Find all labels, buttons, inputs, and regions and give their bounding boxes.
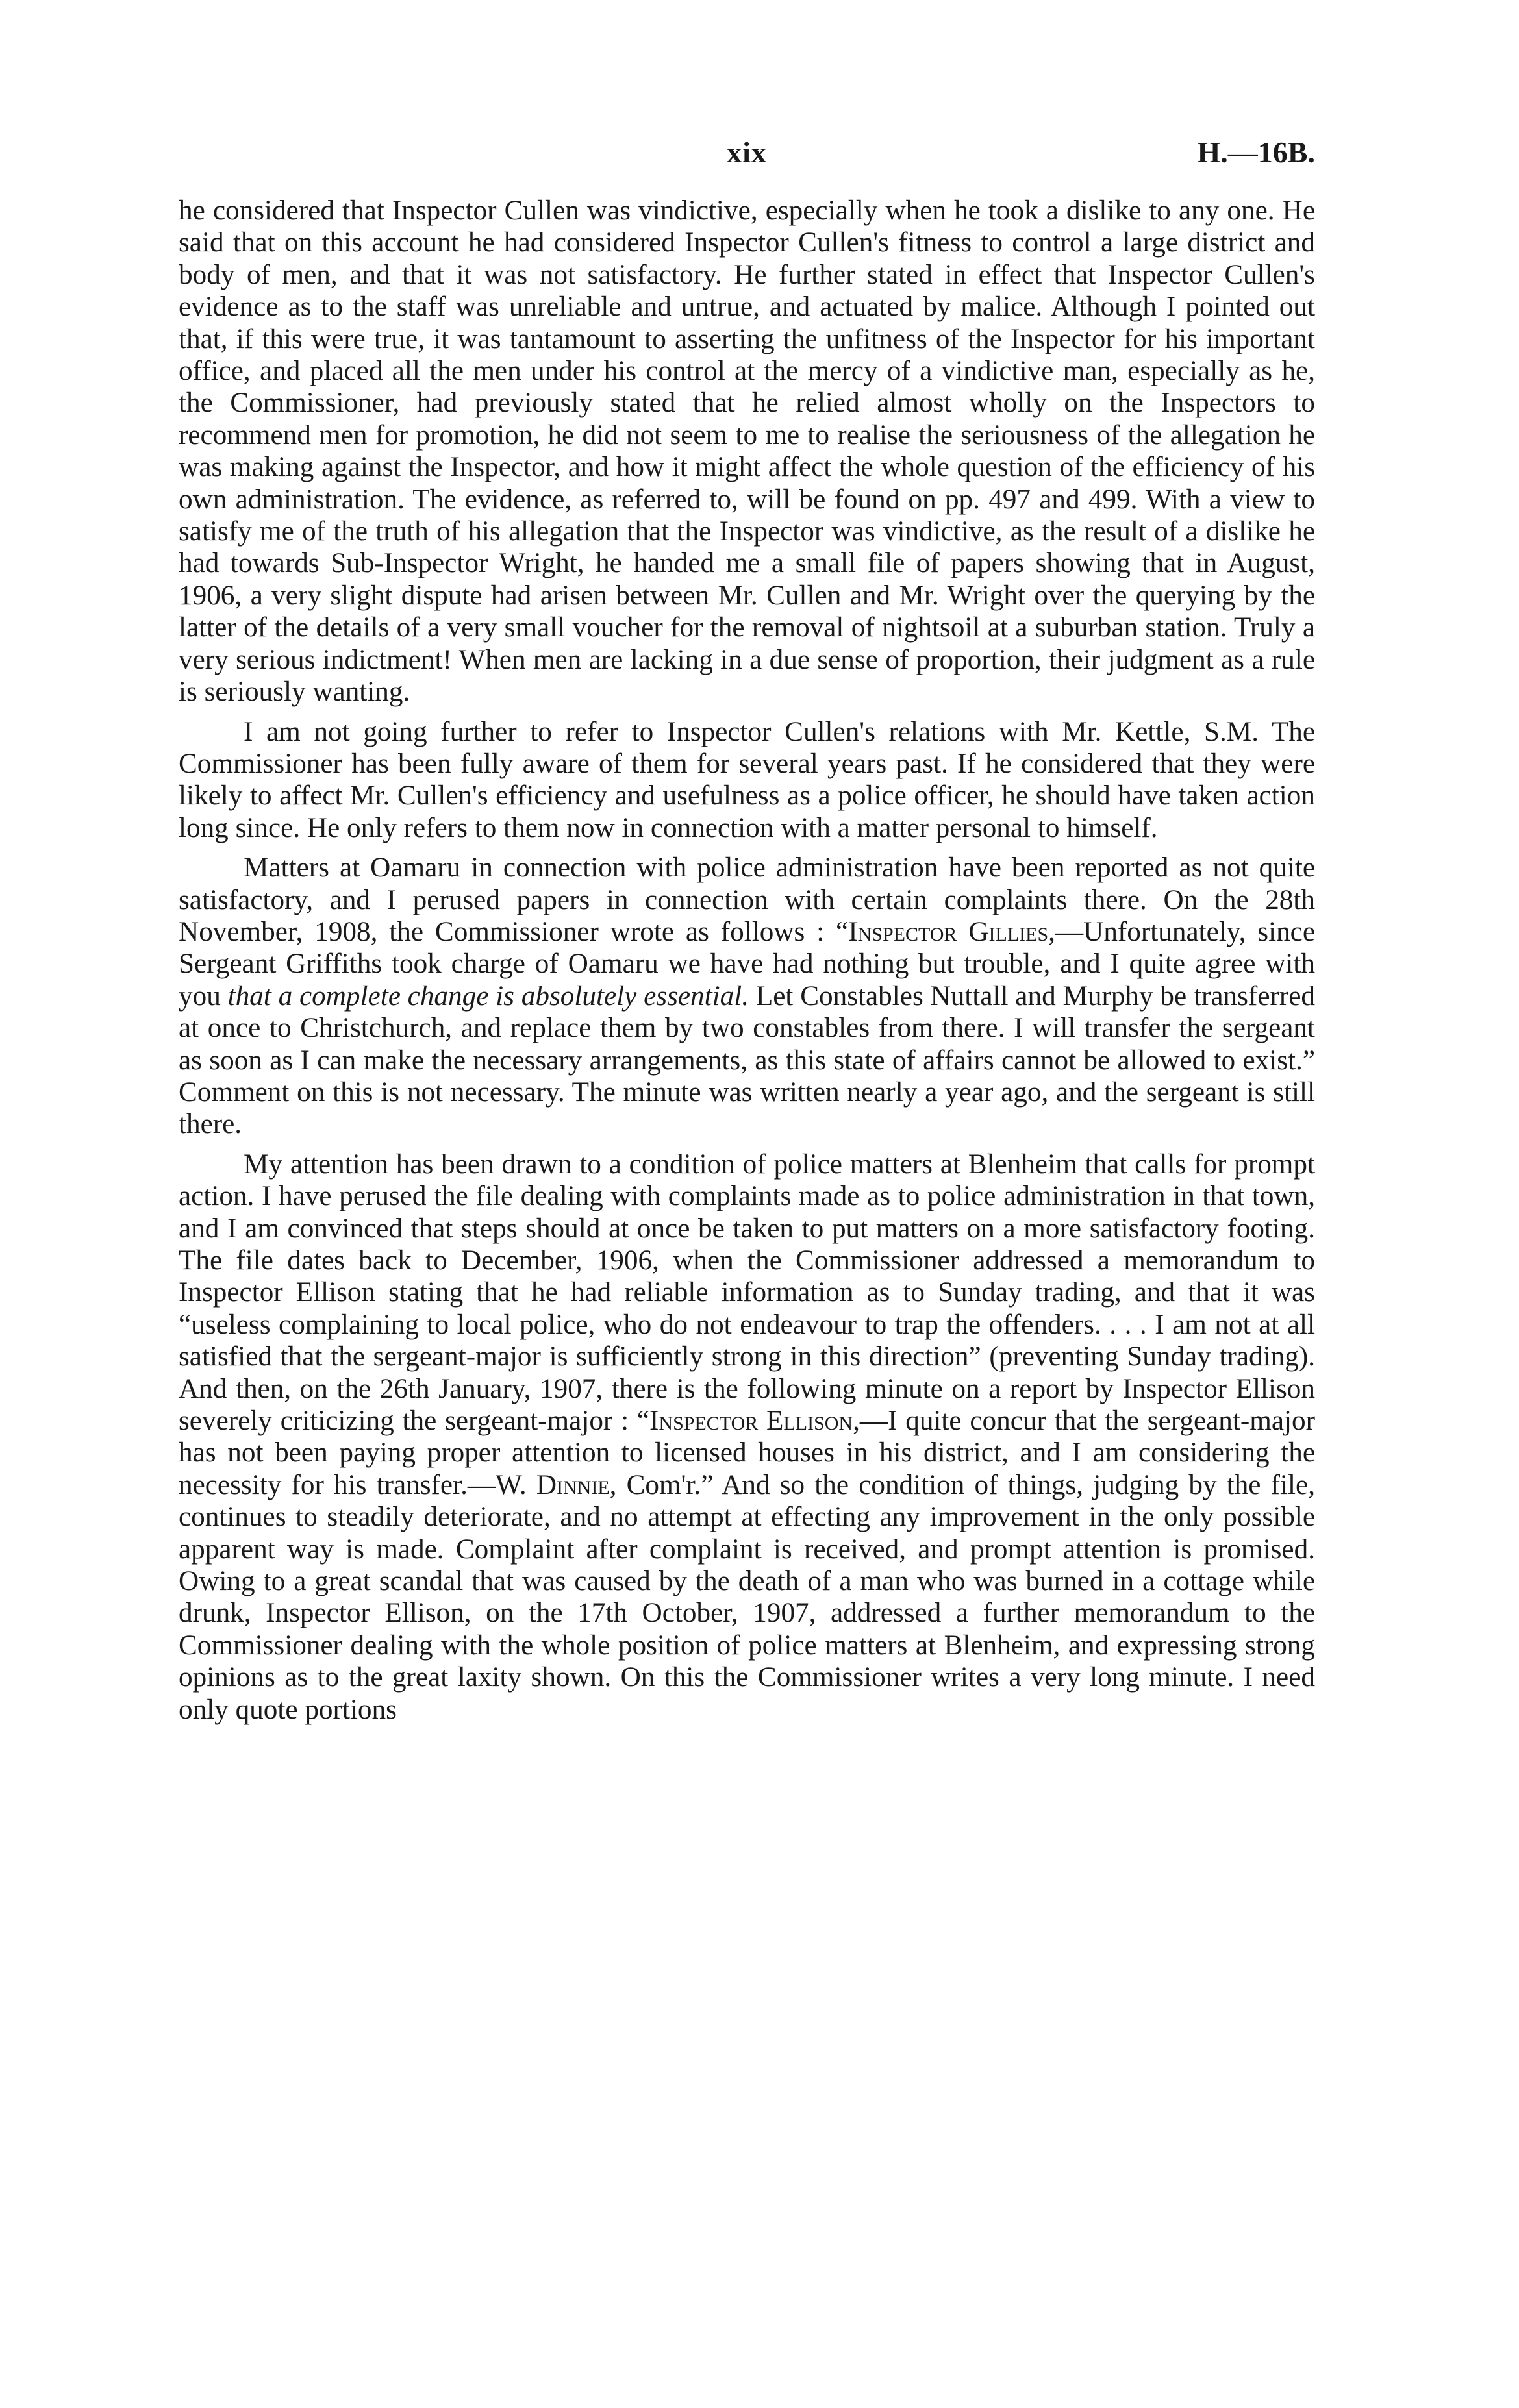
paragraph-3 — [179, 852, 1315, 1141]
paragraph-4-text-a: My attention has been drawn to a condition of police matters at Blenheim that calls for prompt action. I have perused the file dealing with complaints made as to police administration in that town, and I am convinced that steps should at once be taken to put matters on a more satisfactory footing. The file dates back to December, 1906, when the Commissioner addressed a memorandum to Inspector Ellison stating that he had reliable information as to Sunday trading, and that it was “useless complaining to local police, who do not endeavour to trap the offenders. . . . I am not at all satisfied that the sergeant-major is sufficiently strong in this direction” (preventing Sunday trading). And then, on the 26th January, 1907, there is the following minute on a report by Inspector Ellison severely criticizing the sergeant-major : “ — [179, 1148, 1315, 1437]
paragraph-4-text-b: ,—I quite concur that the sergeant-major has not been paying proper attention to licensed houses in his district, and I am considering the necessity for his transfer.—W. — [179, 1406, 1315, 1500]
paragraph-2 — [179, 716, 1315, 845]
paragraph-1-text: he considered that Inspector Cullen was vindictive, especially when he took a dislike to any one. He said that on this account he had considered Inspector Cullen's fitness to control a large district and body of men, and that it was not satisfactory. He further stated in effect that Inspector Cullen's evidence as to the staff was unreliable and untrue, and actuated by malice. Although I pointed out that, if this were true, it was tantamount to asserting the unfitness of the Inspector for his important office, and placed all the men under his control at the mercy of a vindictive man, especially as he, the Commissioner, had previously stated that he relied almost wholly on the Inspectors to recommend men for promotion, he did not seem to me to realise the seriousness of the allegation he was making against the Inspector, and how it might affect the whole question of the efficiency of his own administration. The evidence, as referred to, will be found on pp. 497 and 499. With a view to satisfy me of the truth of his allegation that the Inspector was vindictive, as the result of a dislike he had towards Sub-Inspector Wright, he handed me a small file of papers showing that in August, 1906, a very slight dispute had arisen between Mr. Cullen and Mr. Wright over the querying by the latter of the details of a very small voucher for the removal of nightsoil at a suburban station. Truly a very serious indictment! When men are lacking in a due sense of proportion, their judgment as a rule is seriously wanting. — [179, 195, 1315, 708]
paragraph-2-text: I am not going further to refer to Inspector Cullen's relations with Mr. Kettle, S.M. The Commissioner has been fully aware of them for several years past. If he considered that they were likely to affect Mr. Cullen's efficiency and usefulness as a police officer, he should have taken action long since. He only refers to them now in connection with a matter personal to himself. — [179, 716, 1315, 843]
paragraph-3-text-c: Let Constables Nuttall and Murphy be transferred at once to Christchurch, and replace them by two constables from there. I will transfer the sergeant as soon as I can make the necessary arrangements, as this state of affairs cannot be allowed to exist.” Comment on this is not necessary. The minute was written nearly a year ago, and the sergeant is still there. — [179, 980, 1316, 1140]
paragraph-1 — [179, 195, 1315, 708]
body-text — [179, 195, 1315, 1733]
paragraph-4-text-c: , Com'r.” And so the condition of things, judging by the file, continues to steadily deteriorate, and no attempt at effecting any improvement in the only possible apparent way is made. Complaint after complaint is received, and prompt attention is promised. Owing to a great scandal that was caused by the death of a man who was burned in a cottage while drunk, Inspector Ellison, on the 17th October, 1907, addressed a further memorandum to the Commissioner dealing with the whole position of police matters at Blenheim, and expressing strong opinions as to the great laxity shown. On this the Commissioner writes a very long minute. I need only quote portions — [179, 1469, 1315, 1725]
paragraph-3-text-a: Matters at Oamaru in connection with police administration have been reported as not quite satisfactory, and I perused papers in connection with certain complaints there. On the 28th November, 1908, the Commissioner wrote as follows : “ — [179, 852, 1315, 947]
paragraph-3-emphasis: that a complete change is absolutely essential. — [227, 980, 749, 1012]
paragraph-3-addressee: Inspector Gillies — [848, 916, 1049, 947]
page-number: xix — [727, 136, 767, 169]
paragraph-3-text-b: ,—Unfortunately, since Sergeant Griffiths took charge of Oamaru we have had nothing but trouble, and I quite agree with you — [179, 916, 1315, 1012]
page-header — [179, 135, 1315, 174]
paragraph-4-addressee: Inspector Ellison — [649, 1406, 853, 1437]
paragraph-4-signatory: Dinnie — [536, 1469, 610, 1500]
paragraph-4 — [179, 1148, 1315, 1726]
document-reference: H.—16B. — [1197, 136, 1315, 169]
